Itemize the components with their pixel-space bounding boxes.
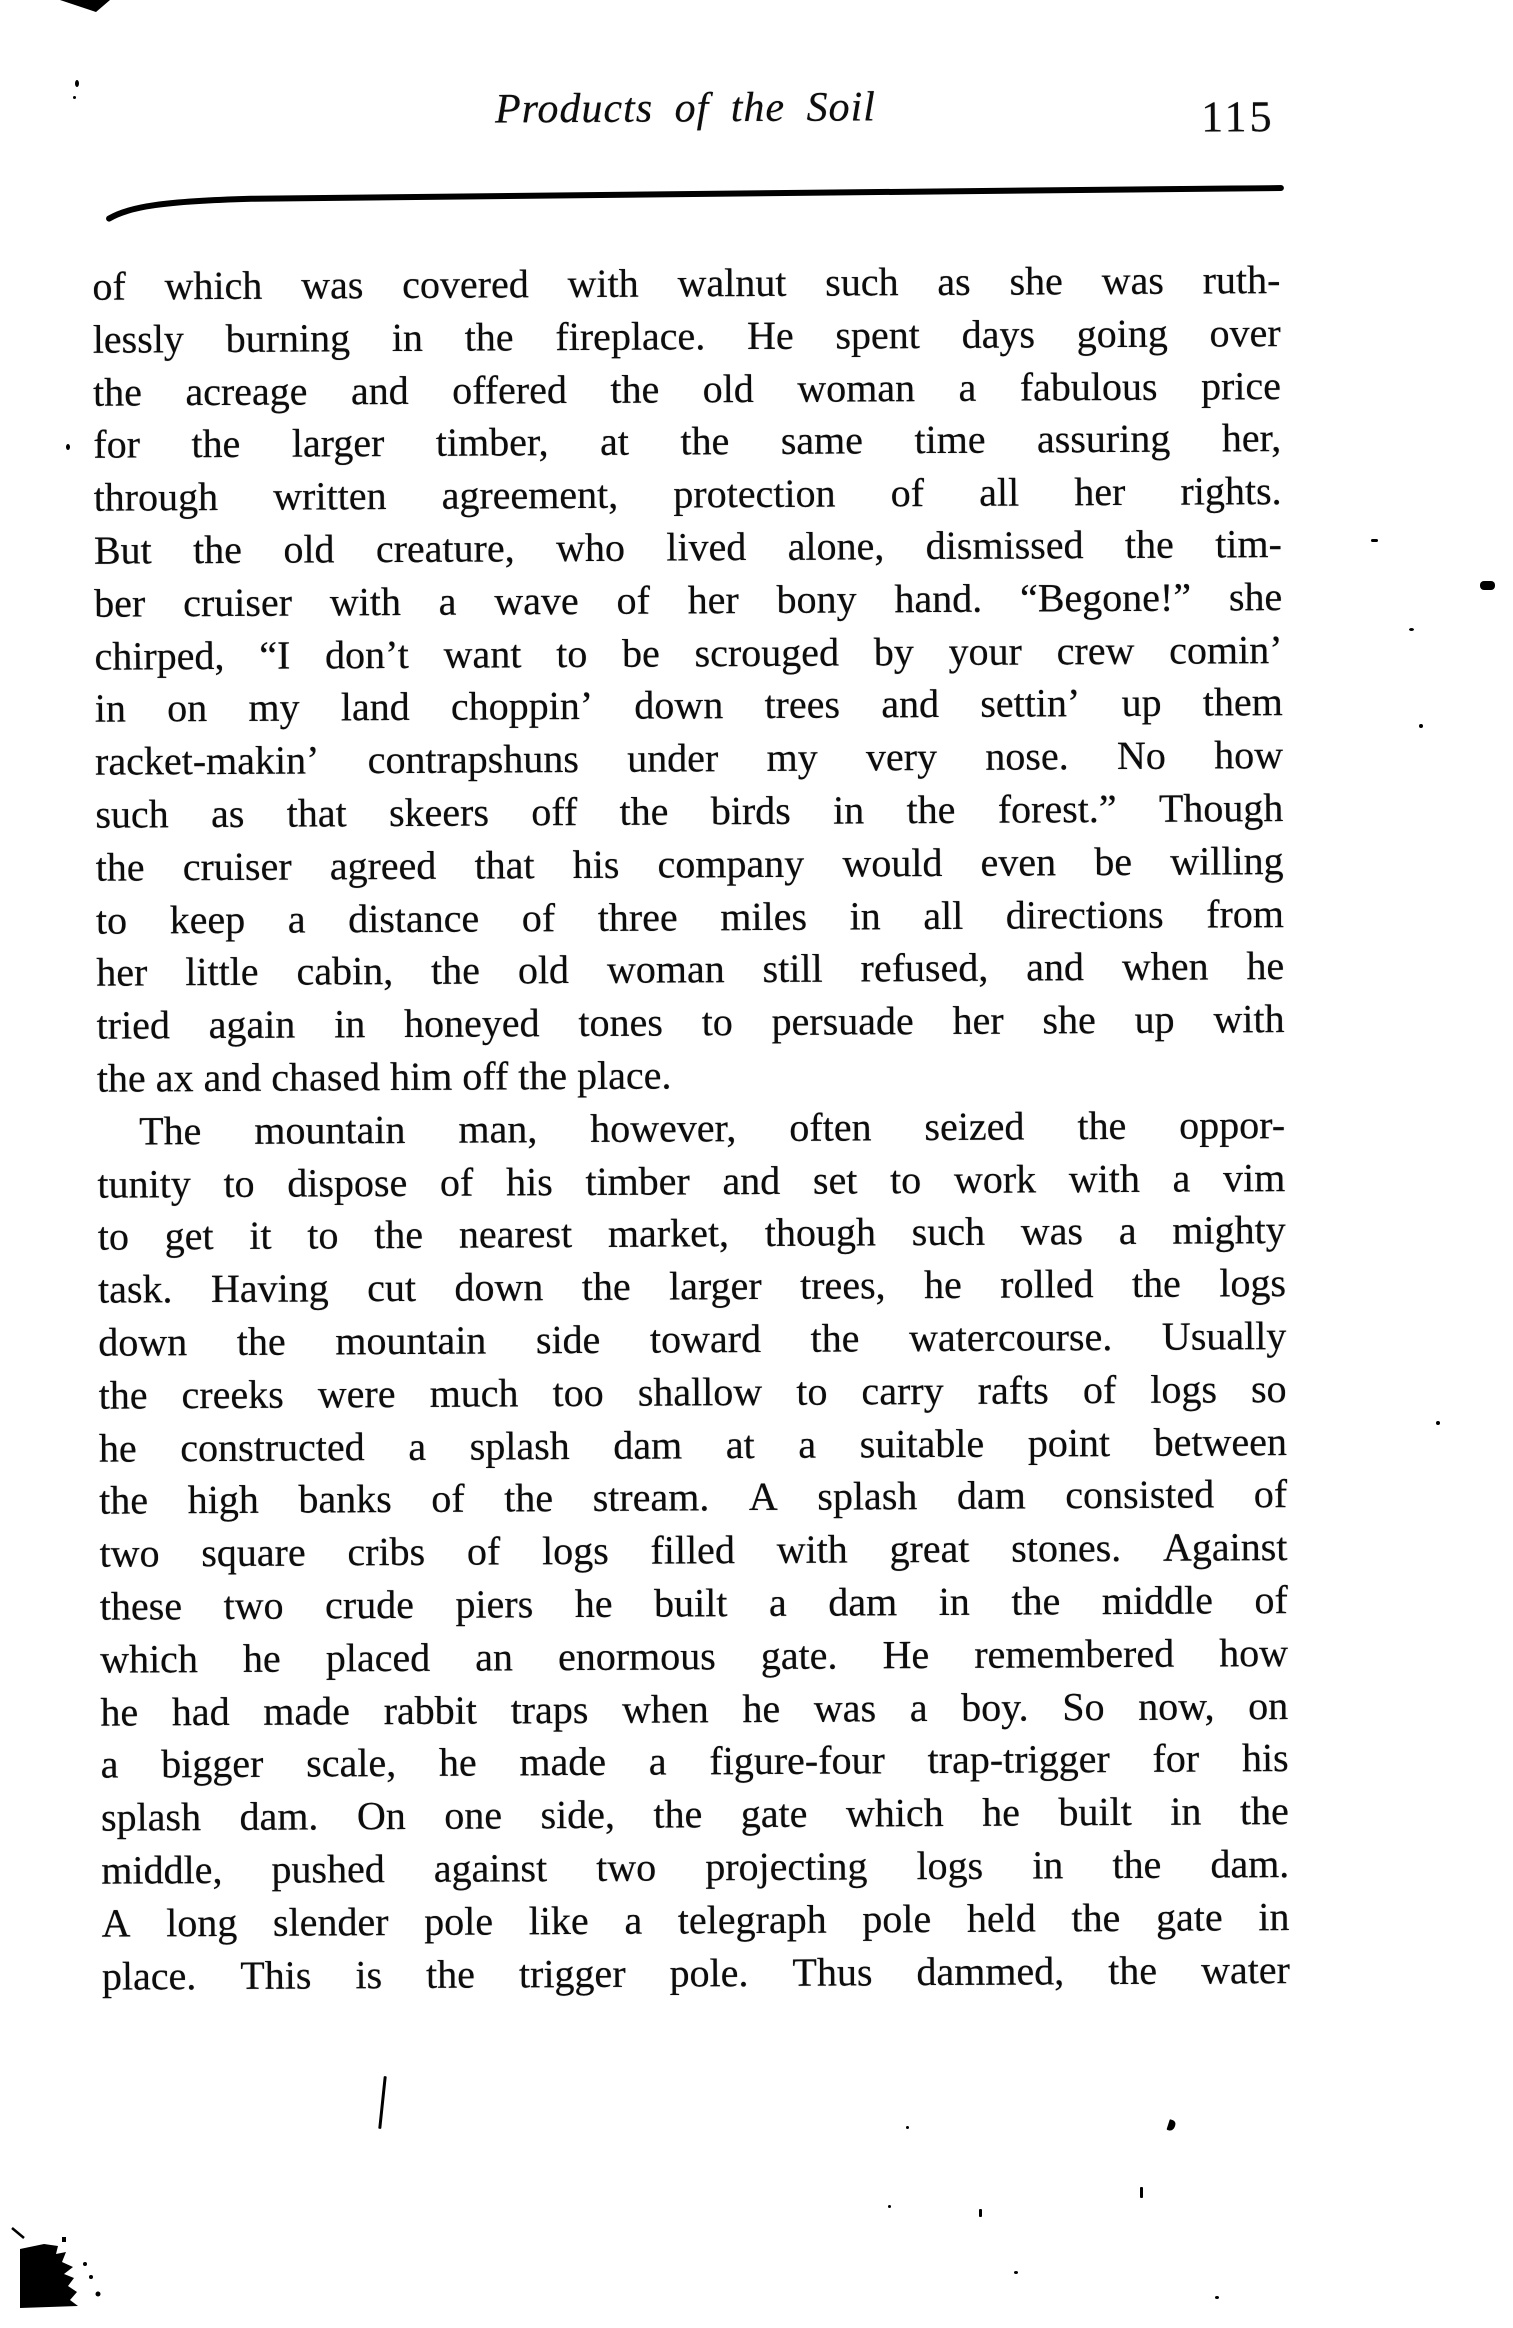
text-line: for the larger timber, at the same time assuring her, [93,415,1282,468]
scan-speck [66,444,70,450]
text-line: such as that skeers off the birds in the forest.” Though [95,785,1284,837]
text-line: these two crude piers he built a dam in the middle of [99,1576,1288,1629]
text-line: tunity to dispose of his timber and set to work with a vim [97,1154,1286,1207]
text-line: task. Having cut down the larger trees, he rolled the logs [97,1260,1287,1312]
text-line: through written agreement, protection of all her rights. [93,468,1282,520]
text-line: a bigger scale, he made a figure-four trap-trigger for his [100,1735,1289,1787]
text-line: But the old creature, who lived alone, dismissed the tim- [93,521,1282,573]
text-line: her little cabin, the old woman still refused, and when he [96,943,1285,996]
scan-speck [979,2209,982,2217]
ink-blot [0,2220,130,2328]
text-line: of which was covered with walnut such as she was ruth- [92,257,1281,309]
text-line: splash dam. On one side, the gate which he built in the [100,1788,1289,1840]
scan-speck [1215,2296,1219,2299]
text-line: racket-makin’ contrapshuns under my very nose. No how [94,732,1284,784]
text-line: down the mountain side toward the watercourse. Usually [98,1312,1287,1365]
scan-speck [1480,581,1495,590]
text-line: tried again in honeyed tones to persuade her she up with [96,996,1285,1048]
scan-speck [1409,628,1414,631]
scan-speck [1371,539,1378,542]
text-line: chirped, “I don’t want to be scrouged by your crew comin’ [94,626,1283,679]
text-line: A long slender pole like a telegraph pole held the gate in [101,1893,1290,1946]
header-rule [101,185,1287,226]
text-line: he constructed a splash dam at a suitable point between [98,1418,1288,1471]
text-line: the cruiser agreed that his company would even be willing [95,837,1284,890]
scan-speck [906,2126,909,2129]
text-line: lessly burning in the fireplace. He spent days going over [92,309,1281,362]
text-line: to get it to the nearest market, though such was a mighty [97,1207,1286,1260]
body-text [92,254,1290,2003]
running-header-title: Products of the Soil [494,84,877,133]
scan-speck [1436,1421,1440,1425]
text-line: the creeks were much too shallow to carry rafts of logs so [98,1365,1287,1418]
scan-speck [1419,724,1423,728]
scan-speck [888,2205,891,2208]
scan-speck [75,80,79,87]
text-line: to keep a distance of three miles in all directions from [95,890,1285,943]
page-number: 115 [1201,92,1275,142]
text-line: The mountain man, however, often seized the oppor- [139,1101,1286,1154]
corner-mark [54,0,118,20]
text-line: middle, pushed against two projecting logs in the dam. [101,1840,1290,1893]
text-line: which he placed an enormous gate. He remembered how [99,1629,1289,1682]
text-line: the acreage and offered the old woman a fabulous price [92,362,1282,415]
text-line: ber cruiser with a wave of her bony hand. “Begone!” she [94,573,1283,626]
text-line: he had made rabbit traps when he was a boy. So now, on [100,1682,1289,1735]
scan-speck [1140,2187,1143,2198]
scan-speck [73,96,76,99]
text-line: place. This is the trigger pole. Thus dammed, the water [101,1946,1290,1999]
text-line: the high banks of the stream. A splash dam consisted of [99,1471,1288,1524]
text-line: the ax and chased him off the place. [96,1052,672,1101]
scan-speck [1014,2271,1018,2274]
text-line: two square cribs of logs filled with great stones. Against [99,1524,1288,1576]
text-line: in on my land choppin’ down trees and settin’ up them [94,679,1283,732]
